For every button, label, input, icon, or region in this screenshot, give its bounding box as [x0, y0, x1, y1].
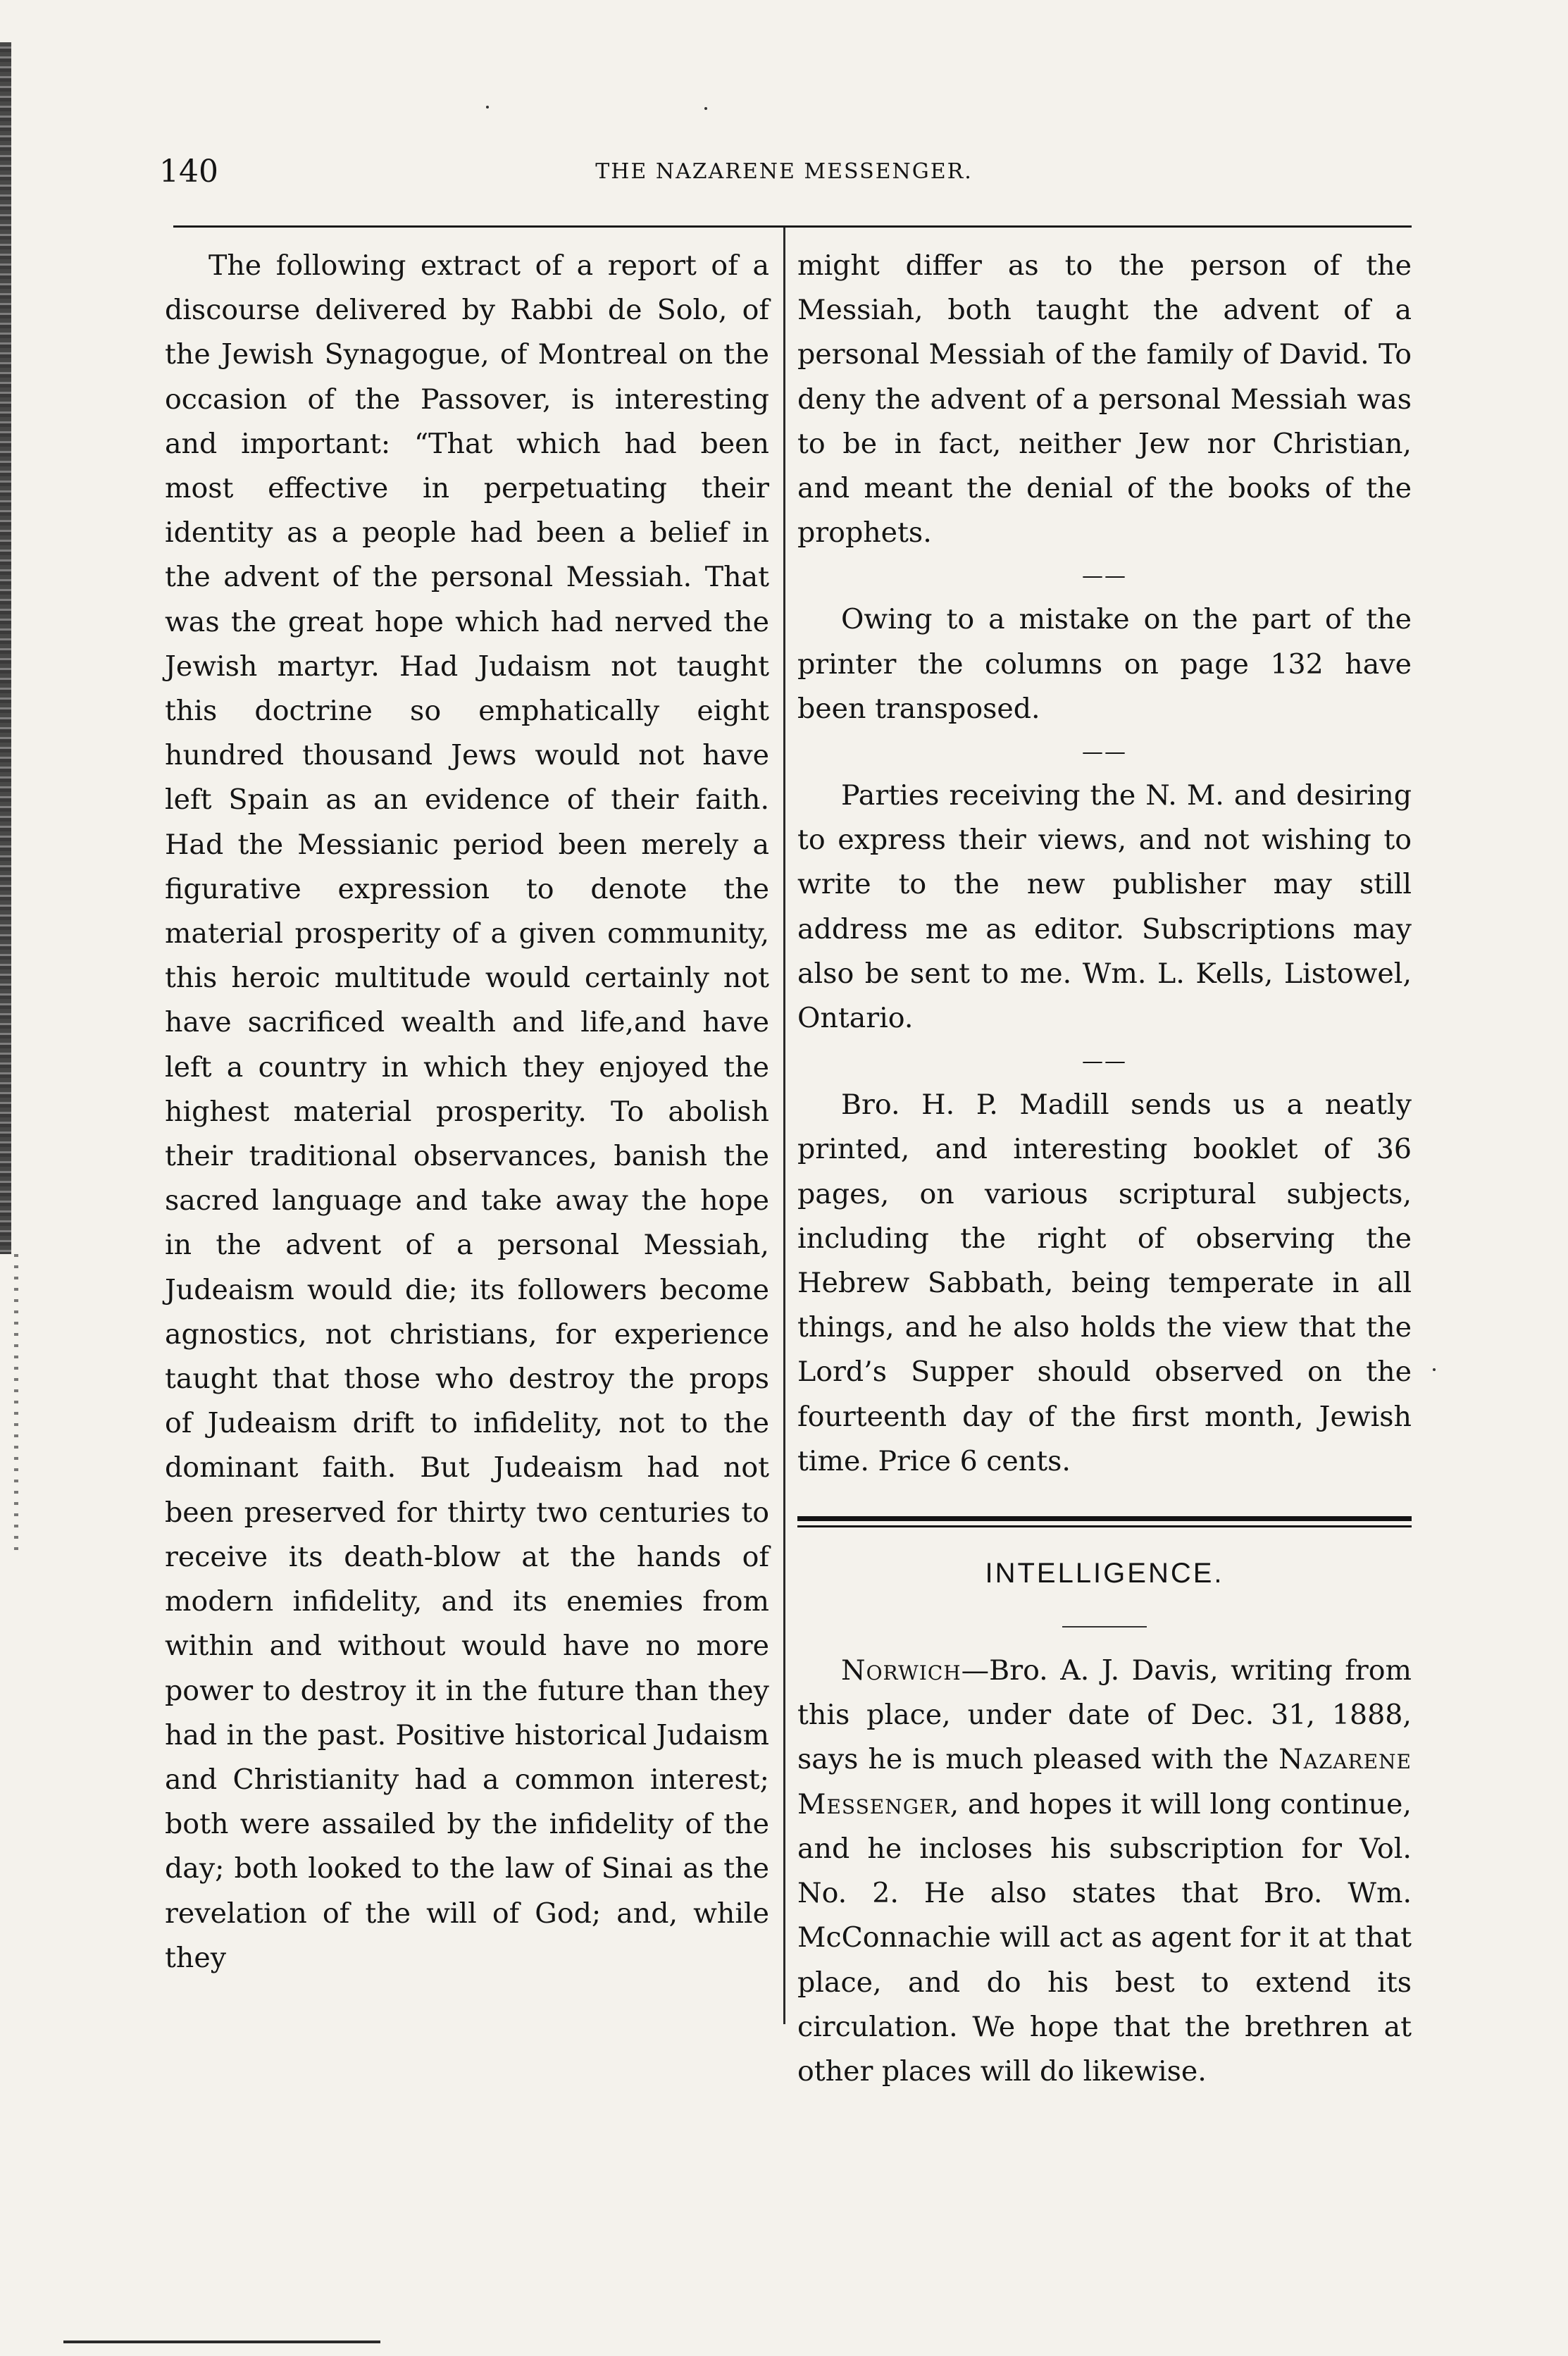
footer-rule	[63, 2340, 380, 2343]
parties-note: Parties receiving the N. M. and desiring to express their views, and not wishing to write to the new publisher may still address me as editor. Subscriptions may also be sent to me. Wm. L. Kells, Listowel, Ontario.	[797, 779, 1412, 1035]
paper-name: Nazarene Messenger	[797, 1743, 1412, 1821]
separator: ——	[1082, 1049, 1127, 1074]
ink-speck	[1433, 1368, 1436, 1371]
page-header	[159, 141, 1409, 197]
intelligence-item	[797, 1649, 1412, 2094]
page-number: 140	[159, 154, 218, 190]
discourse-continuation: might differ as to the person of the Messiah, both taught the advent of a personal Messiah of the family of David. To deny the advent of a personal Messiah was to be in fact, neither Jew nor Christian, and meant the denial of the books of the prophets.	[797, 249, 1412, 550]
ink-speck	[486, 106, 489, 108]
printer-note: Owing to a mistake on the part of the printer the columns on page 132 have been transposed.	[797, 603, 1412, 725]
running-title: THE NAZARENE MESSENGER.	[595, 159, 973, 184]
scan-edge-marks	[14, 1254, 18, 1550]
scan-edge-shadow	[0, 42, 11, 1254]
column-divider	[783, 228, 785, 2024]
separator: ——	[1082, 740, 1127, 765]
header-rule	[173, 225, 1412, 228]
madill-note: Bro. H. P. Madill sends us a neatly printed, and interesting booklet of 36 pages, on various scriptural subjects, including the right of observing the Hebrew Sabbath, being temperate in all things, and he also holds the view that the Lord’s Supper should observed on the fourteenth day of the first month, Jewish time. Price 6 cents.	[797, 1089, 1412, 1477]
ink-speck	[704, 107, 707, 110]
section-double-rule	[797, 1516, 1412, 1527]
left-column	[165, 244, 769, 1980]
intelligence-text-end: , and hopes it will long continue, and he incloses his subscription for Vol. No. 2. He also states that Bro. Wm. McConnachie will act as agent for it at that place, and do his best to extend its circulation. We hope that the brethren at other places will do likewise.	[797, 1787, 1412, 2088]
rabbi-discourse-paragraph: The following extract of a report of a discourse delivered by Rabbi de Solo, of the Jewish Synagogue, of Montreal on the occasion of the Passover, is interesting and important: “That which had been most effective in perpetuating their identity as a people had been a belief in the advent of the personal Messiah. That was the great hope which had nerved the Jewish martyr. Had Judaism not taught this doctrine so emphatically eight hundred thousand Jews would not have left Spain as an evidence of their faith. Had the Messianic period been merely a figurative expression to denote the material prosperity of a given community, this heroic multitude would certainly not have sacrificed wealth and life,and have left a country in which they enjoyed the highest material prosperity. To abolish their traditional observances, banish the sacred language and take away the hope in the advent of a personal Messiah, Judeaism would die; its followers become agnostics, not christians, for experience taught that those who destroy the props of Judeaism drift to infidelity, not to the dominant faith. But Judeaism had not been preserved for thirty two centuries to receive its death-blow at the hands of modern infidelity, and its enemies from within and without would have no more power to destroy it in the future than they had in the past. Positive historical Judaism and Christianity had a common interest; both were assailed by the infidelity of the day; both looked to the law of Sinai as the revelation of the will of God; and, while they	[165, 249, 769, 1974]
separator: ——	[1082, 564, 1127, 589]
intelligence-text: —Bro. A. J. Davis, writing from this place, under date of Dec. 31, 1888, says he is much pleased with the	[797, 1654, 1412, 1776]
intelligence-heading: INTELLIGENCE.	[985, 1558, 1224, 1589]
right-column	[797, 244, 1412, 2094]
heading-rule	[1062, 1626, 1147, 1628]
place-name: Norwich	[841, 1654, 962, 1687]
